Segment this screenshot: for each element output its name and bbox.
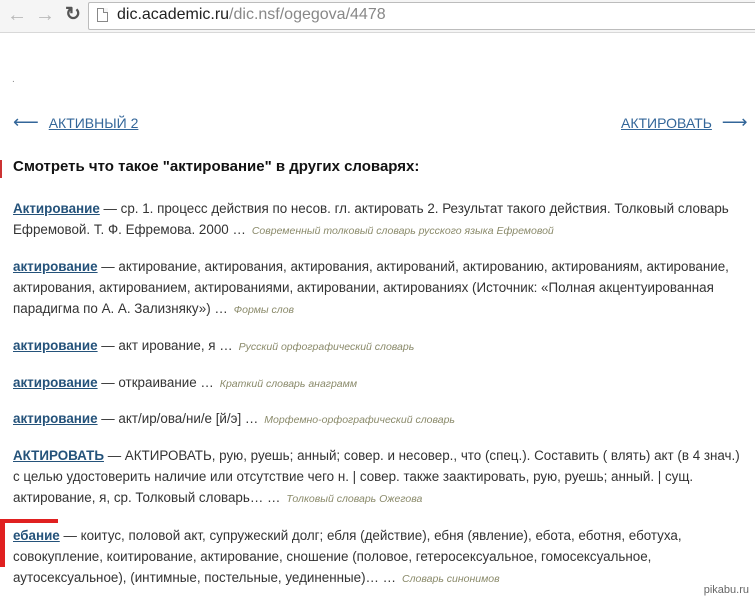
right-arrow-icon: ⟶	[721, 112, 748, 132]
entry-headword-link[interactable]: актирование	[13, 411, 98, 426]
entry-headword-link[interactable]: актирование	[13, 259, 98, 274]
entry-headword-link[interactable]: Актирование	[13, 201, 100, 216]
address-bar[interactable]	[88, 2, 755, 30]
entry-source[interactable]: Русский орфографический словарь	[238, 341, 415, 353]
entry-definition: — акт ирование, я …	[97, 338, 233, 353]
reload-icon[interactable]: ↻	[65, 4, 81, 25]
entry-definition: — актирование, актирования, актирования, актирований, актированию, актированиям, актирование, актирования, актированием, актированиями, актировании, актированиях (Источник: «Полная акцентуированная парадигма по А. А. Зализняку») …	[13, 259, 729, 316]
entry-definition: — коитус, половой акт, супружеский долг; ебля (действие), ебня (явление), ебота, еботня, еботуха, совокупление, коитирование, актирование, сношение (половое, гетеросексуальное, гомосексуальное, аутосексуальное), (интимные, постельные, уединенные)… …	[13, 528, 682, 585]
entry-source[interactable]: Морфемно-орфографический словарь	[264, 414, 455, 426]
entry-headword-link[interactable]: актирование	[13, 375, 98, 390]
url-host: dic.academic.ru	[117, 6, 230, 23]
left-arrow-icon: ⟵	[13, 112, 39, 132]
dictionary-entry	[13, 256, 748, 321]
entry-definition: — АКТИРОВАТЬ, рую, руешь; анный; совер. и несовер., что (спец.). Составить ( влять) акт (в 4 знач.) с целью удостоверить наличие или отсутствие чего н. | совер. также заактировать, рую, руешь; анный. | сущ. актирование, я, ср. Толковый словарь… …	[13, 448, 740, 505]
browser-toolbar	[0, 0, 755, 33]
entry-headword-link[interactable]: ебание	[13, 528, 60, 543]
page-icon	[97, 8, 108, 22]
dictionary-entry	[13, 335, 748, 358]
url-path: /dic.nsf/ogegova/4478	[229, 6, 386, 23]
entry-source[interactable]: Краткий словарь анаграмм	[219, 378, 358, 390]
entry-headword-link[interactable]: АКТИРОВАТЬ	[13, 448, 104, 463]
entry-source[interactable]: Формы слов	[233, 304, 295, 316]
entry-definition: — откраивание …	[97, 375, 214, 390]
red-side-mark	[0, 519, 5, 567]
entry-source[interactable]: Современный толковый словарь русского языка Ефремовой	[251, 225, 554, 237]
entry-definition: — ср. 1. процесс действия по несов. гл. актировать 2. Результат такого действия. Толковый словарь Ефремовой. Т. Ф. Ефремова. 2000 …	[13, 201, 729, 237]
dictionary-entry	[13, 525, 748, 590]
entry-source[interactable]: Толковый словарь Ожегова	[286, 493, 423, 505]
watermark: pikabu.ru	[703, 584, 749, 596]
entry-headword-link[interactable]: актирование	[13, 338, 98, 353]
prev-link-label[interactable]: АКТИВНЫЙ 2	[48, 115, 139, 131]
entry-source[interactable]: Словарь синонимов	[402, 573, 500, 585]
url-text[interactable]	[117, 6, 386, 24]
entry-definition: — акт/ир/ова/ни/е [й/э] …	[97, 411, 259, 426]
next-link-label[interactable]: АКТИРОВАТЬ	[621, 115, 712, 131]
dictionary-entry	[13, 445, 748, 510]
back-arrow-icon[interactable]: ←	[7, 4, 27, 26]
dictionary-entry	[13, 372, 748, 395]
page-heading: Смотреть что такое "актирование" в других словарях:	[13, 158, 420, 175]
red-underline-mark	[0, 519, 58, 523]
section-marker	[0, 160, 2, 178]
forward-arrow-icon[interactable]: →	[35, 4, 55, 26]
stray-dot: .	[12, 74, 15, 85]
prev-link[interactable]	[13, 112, 138, 133]
dictionary-entry	[13, 198, 748, 242]
next-link[interactable]	[621, 112, 748, 133]
dictionary-entry	[13, 408, 748, 431]
